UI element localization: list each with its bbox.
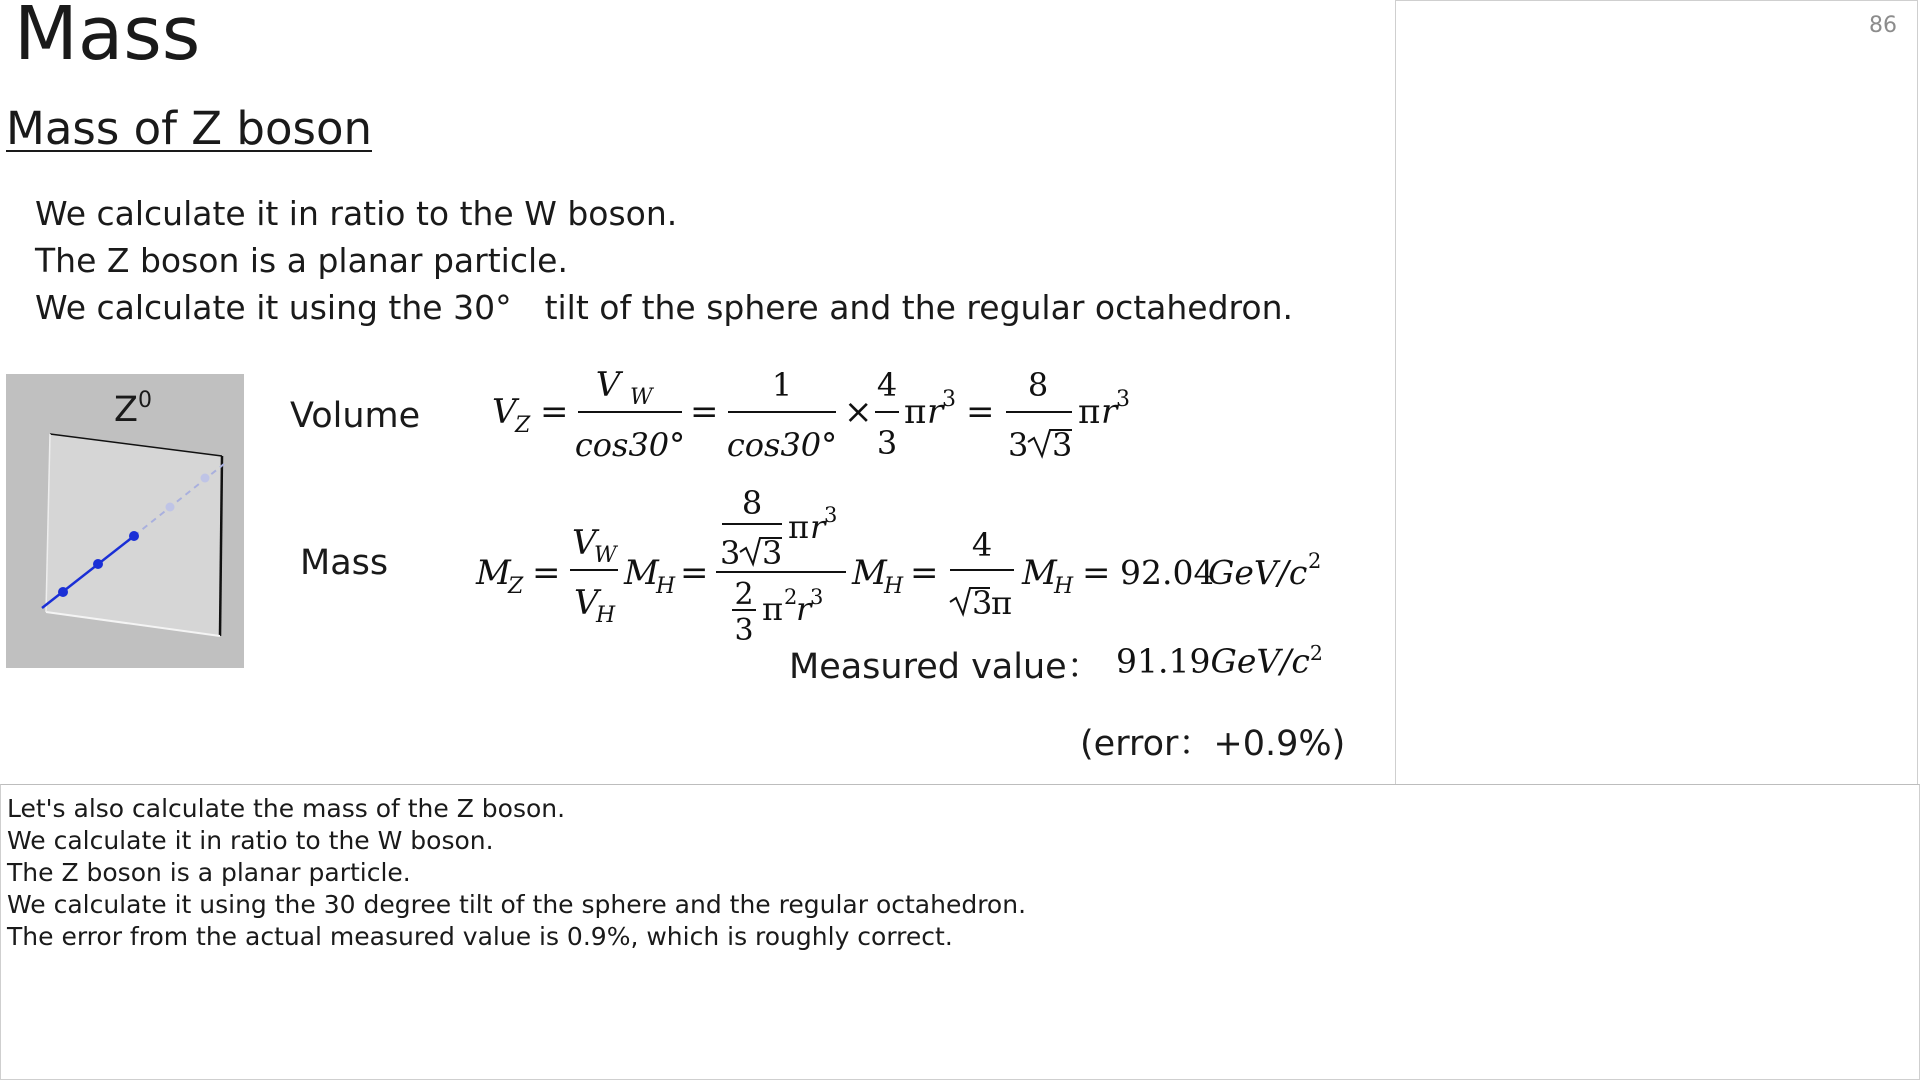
z-boson-figure	[6, 374, 244, 668]
svg-text:r: r	[796, 590, 812, 628]
svg-text:3: 3	[824, 503, 838, 527]
svg-text:3: 3	[942, 387, 956, 412]
svg-text:8: 8	[741, 484, 763, 522]
svg-text:r: r	[810, 508, 826, 546]
svg-text:π: π	[1078, 392, 1101, 432]
svg-text:H: H	[656, 574, 676, 599]
note-line-3: The Z boson is a planar particle.	[7, 858, 411, 887]
svg-text:3: 3	[972, 584, 993, 622]
svg-text:V: V	[595, 365, 621, 405]
page-number: 86	[1869, 13, 1897, 38]
svg-text:π: π	[762, 590, 784, 628]
body-line-3: We calculate it using the 30° tilt of the sphere and the regular octahedron.	[35, 288, 1293, 327]
note-line-1: Let's also calculate the mass of the Z boson.	[7, 794, 566, 823]
svg-text:3: 3	[734, 613, 754, 648]
svg-text:V: V	[574, 583, 599, 623]
svg-text:π: π	[904, 392, 927, 432]
svg-text:=: =	[966, 392, 995, 432]
svg-text:π: π	[788, 508, 810, 546]
svg-text:=: =	[532, 553, 561, 593]
axis-point-4	[166, 503, 175, 512]
svg-text:M: M	[852, 553, 887, 593]
svg-text:3: 3	[720, 534, 741, 572]
note-line-4: We calculate it using the 30 degree tilt of the sphere and the regular octahedron.	[7, 890, 1027, 919]
svg-text:H: H	[884, 574, 904, 599]
svg-text:r: r	[927, 392, 944, 432]
svg-text:V: V	[572, 523, 597, 563]
axis-point-1	[58, 587, 68, 597]
svg-text:M: M	[476, 553, 511, 593]
svg-text:=: =	[910, 553, 939, 593]
measured-value: $91.19GeV/c^2$	[1116, 641, 1323, 681]
svg-text:1: 1	[771, 366, 793, 404]
svg-text:4: 4	[971, 526, 993, 564]
svg-text:=: =	[680, 553, 709, 593]
svg-text:W: W	[594, 543, 617, 568]
svg-text:3: 3	[762, 534, 783, 572]
svg-text:W: W	[630, 385, 653, 410]
svg-text:M: M	[624, 553, 659, 593]
svg-text:8: 8	[1027, 366, 1049, 404]
svg-text:V: V	[492, 392, 517, 432]
body-line-1: We calculate it in ratio to the W boson.	[35, 194, 678, 233]
svg-text:Z: Z	[515, 413, 531, 438]
axis-point-3	[129, 531, 139, 541]
svg-text:2: 2	[1308, 549, 1322, 573]
svg-text:=: =	[540, 392, 569, 432]
svg-text:92.04: 92.04	[1120, 553, 1215, 592]
axis-point-5	[201, 474, 210, 483]
svg-text:2: 2	[784, 585, 798, 609]
svg-text:×: ×	[844, 392, 873, 432]
svg-text:M: M	[1022, 553, 1057, 593]
svg-text:=: =	[690, 392, 719, 432]
svg-text:3: 3	[876, 424, 898, 462]
note-line-2: We calculate it in ratio to the W boson.	[7, 826, 494, 855]
section-subtitle: Mass of Z boson	[6, 102, 372, 155]
svg-text:GeV/c: GeV/c	[1208, 553, 1308, 592]
svg-text:3: 3	[1008, 426, 1029, 464]
svg-text:3: 3	[810, 585, 824, 609]
right-blank-panel	[1395, 0, 1918, 784]
volume-equation	[480, 356, 1140, 466]
speaker-notes-panel[interactable]	[0, 784, 1920, 1080]
note-line-5: The error from the actual measured value is 0.9%, which is roughly correct.	[7, 922, 953, 951]
svg-text:3: 3	[1052, 426, 1073, 464]
svg-text:π: π	[991, 584, 1013, 622]
slide-title: Mass	[14, 0, 201, 77]
svg-text:2: 2	[734, 577, 754, 612]
svg-text:H: H	[1054, 574, 1074, 599]
volume-label: Volume	[290, 396, 421, 436]
svg-text:H: H	[596, 603, 616, 628]
svg-text:=: =	[1082, 553, 1111, 593]
error-text: (error：+0.9%)	[1080, 724, 1346, 764]
mass-label: Mass	[300, 543, 389, 583]
measured-label: Measured value：	[789, 647, 1102, 687]
svg-text:cos30°: cos30°	[726, 426, 838, 464]
axis-point-2	[93, 559, 103, 569]
figure-label: $Z^0$	[114, 388, 152, 430]
svg-text:3: 3	[1116, 387, 1130, 412]
svg-text:Z: Z	[508, 574, 524, 599]
mass-equation	[470, 480, 1330, 650]
body-line-2: The Z boson is a planar particle.	[35, 241, 568, 280]
svg-text:cos30°: cos30°	[574, 426, 686, 464]
plane-diagram	[6, 374, 244, 668]
svg-text:4: 4	[876, 366, 898, 404]
svg-text:r: r	[1101, 392, 1118, 432]
